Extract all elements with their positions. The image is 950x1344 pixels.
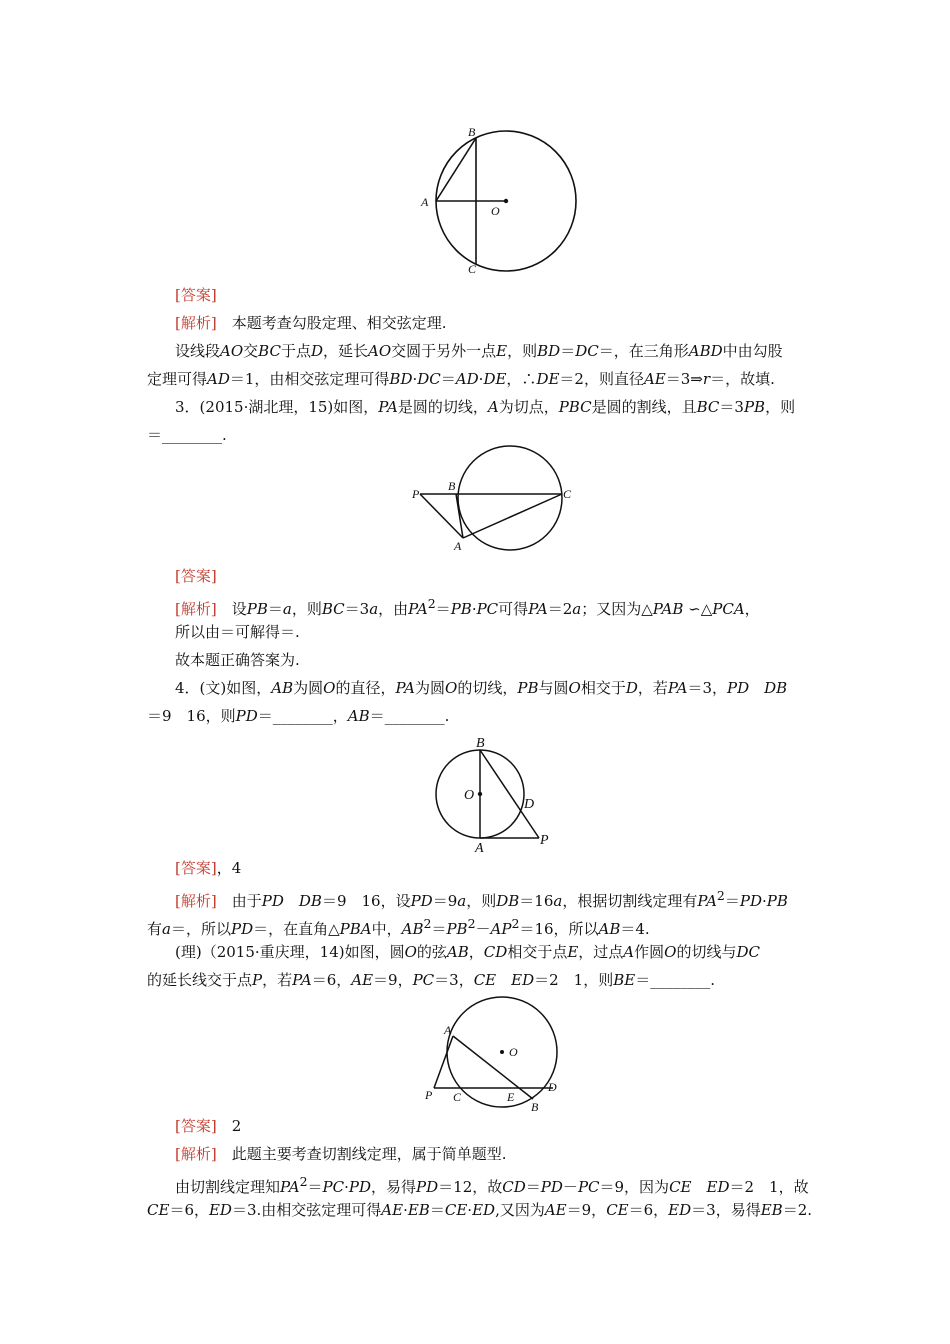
label-o: O	[491, 204, 500, 218]
question-5-line-1: (理)（2015·重庆理，14)如图，圆O的弦AB，CD相交于点E，过点A作圆O的切线与DC	[175, 943, 760, 961]
label-p: P	[425, 1088, 433, 1102]
label-c: C	[468, 262, 477, 276]
label-d: D	[524, 797, 535, 812]
answer-line-4: [答案]，4	[175, 859, 242, 877]
answer-label-3: [答案]	[175, 567, 217, 585]
label-a: A	[421, 195, 429, 209]
analysis-2-line-2: 定理可得AD＝1，由相交弦定理可得BD·DC＝AD·DE，∴DE＝2，则直径AE＝3⇒r＝，故填.	[147, 370, 775, 388]
analysis-5-line-1: 由切割线定理知$PA^2=PC\cdot PD$，易得PD＝12，故CD＝PD－PC＝9，因为CE ED＝2 1，故	[175, 1174, 809, 1196]
label-b: B	[531, 1100, 539, 1114]
question-5-line-2: 的延长线交于点P，若PA＝6，AE＝9，PC＝3，CE ED＝2 1，则BE＝________.	[147, 971, 715, 989]
label-d: D	[548, 1080, 557, 1094]
chord-ab	[453, 1036, 533, 1099]
question-3-line-1: 3．(2015·湖北理，15)如图，PA是圆的切线，A为切点，PBC是圆的割线，且BC＝3PB，则	[175, 398, 796, 416]
secant-bp	[480, 750, 539, 838]
label-o: O	[464, 788, 475, 803]
analysis-line-5: [解析] 此题主要考查切割线定理，属于简单题型.	[175, 1145, 507, 1163]
label-c: C	[563, 487, 572, 501]
segment-ac	[463, 494, 562, 538]
figure-chords-ab-cd	[420, 996, 570, 1112]
segment-ab	[436, 138, 476, 201]
label-a: A	[444, 1023, 452, 1037]
analysis-3-line-3: 故本题正确答案为.	[175, 651, 300, 669]
label-b: B	[476, 736, 485, 751]
circle-outline	[458, 446, 562, 550]
label-o: O	[509, 1045, 518, 1059]
tangent-pa	[434, 1036, 453, 1088]
question-4-line-1: 4．(文)如图，AB为圆O的直径，PA为圆O的切线，PB与圆O相交于D，若PA＝3，PD DB	[175, 679, 788, 697]
label-p: P	[412, 487, 420, 501]
figure-tangent-pa	[425, 732, 565, 854]
label-b: B	[468, 125, 476, 139]
analysis-3-line-2: 所以由＝可解得＝.	[175, 623, 300, 641]
label-b: B	[448, 479, 456, 493]
figure-secant-pbc	[410, 450, 580, 562]
analysis-4-line-2: 有a＝，所以PD＝，在直角△PBA中，$AB^2=PB^2-AP^2=16$，所以AB＝4.	[147, 916, 650, 938]
center-dot	[504, 199, 508, 203]
question-4-line-2: ＝9 16，则PD＝________，AB＝________.	[147, 707, 450, 725]
label-a: A	[454, 539, 462, 553]
figure-circle-abc	[410, 118, 580, 278]
question-3-line-2: ＝________.	[147, 426, 227, 444]
answer-line-5: [答案] 2	[175, 1117, 242, 1135]
center-dot	[478, 792, 482, 796]
label-c: C	[453, 1090, 462, 1104]
label-a: A	[475, 841, 484, 856]
analysis-5-line-2: CE＝6，ED＝3.由相交弦定理可得AE·EB＝CE·ED,又因为AE＝9，CE＝6，ED＝3，易得EB＝2.	[147, 1201, 812, 1219]
answer-label-2: [答案]	[175, 286, 217, 304]
analysis-3-line-1: [解析] 设PB＝a，则BC＝3a，由$PA^2=PB\cdot PC$可得PA＝2a；又因为△PAB ∽△PCA，	[175, 596, 760, 618]
analysis-4-line-1: [解析] 由于PD DB＝9 16，设PD＝9a，则DB＝16a，根据切割线定理有$PA^2=PD\cdot PB$	[175, 888, 788, 910]
label-p: P	[540, 833, 549, 848]
center-dot	[500, 1050, 504, 1054]
analysis-2-line-1: 设线段AO交BC于点D，延长AO交圆于另外一点E，则BD＝DC＝，在三角形ABD中由勾股	[175, 342, 783, 360]
label-e: E	[507, 1090, 515, 1104]
analysis-line-2: [解析] 本题考查勾股定理、相交弦定理.	[175, 314, 447, 332]
